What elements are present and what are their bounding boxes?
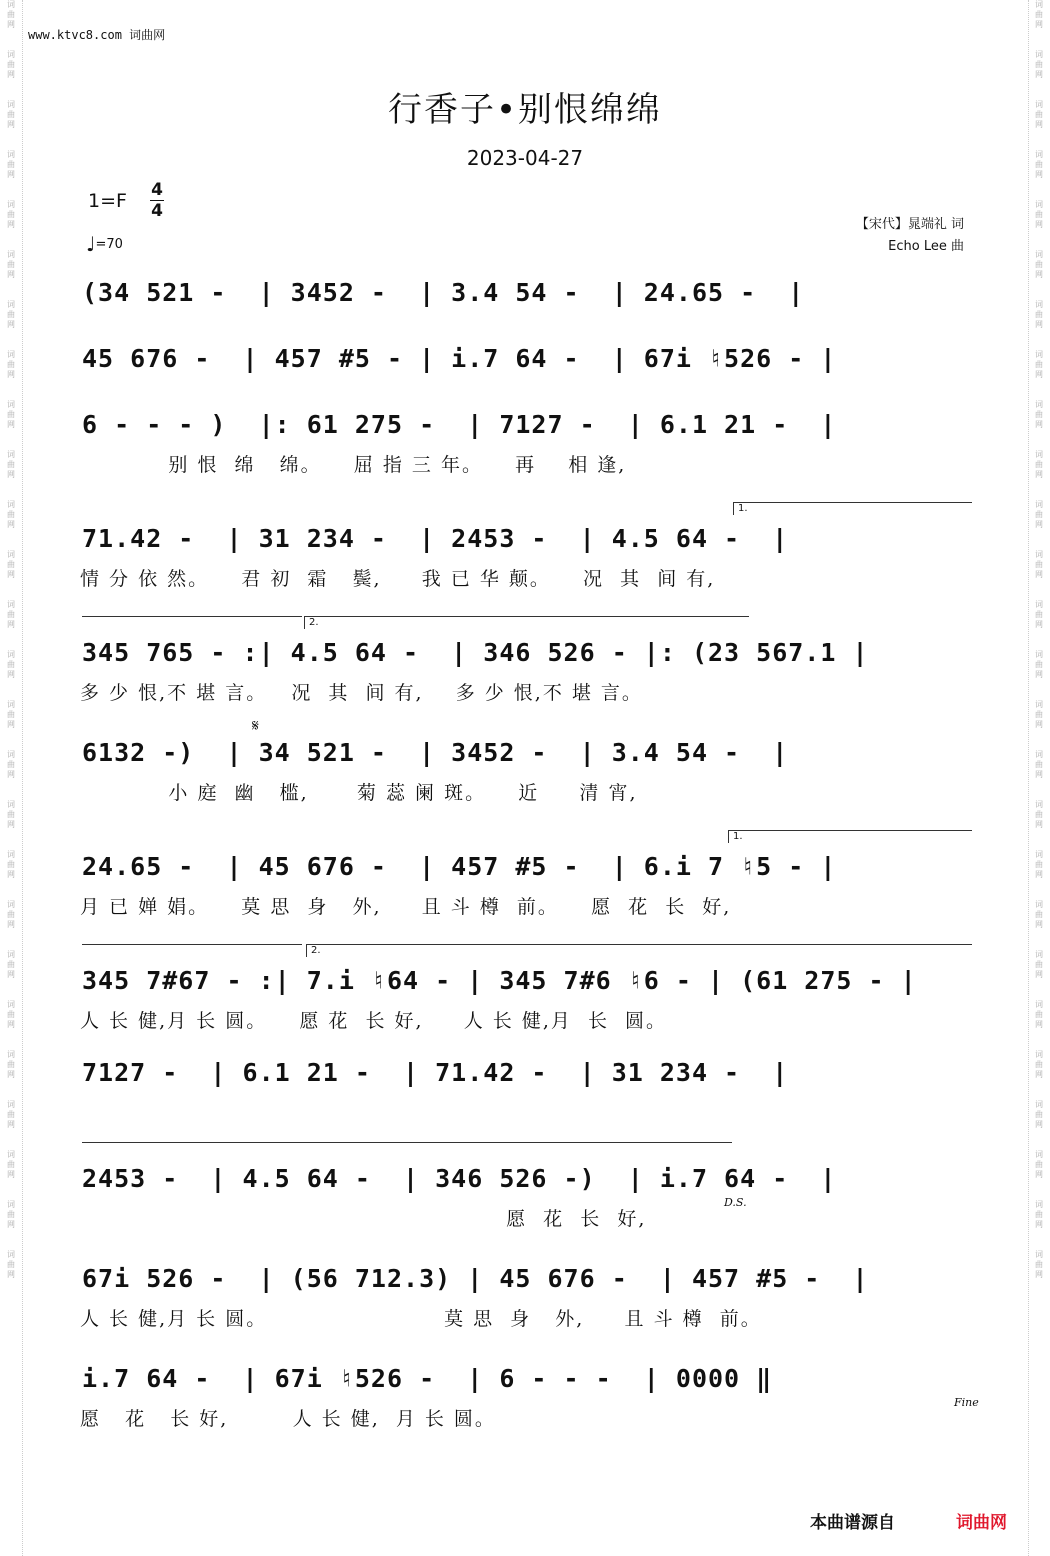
song-date: 2023-04-27 [466,146,584,170]
segno-sign: 𝄋 [252,716,259,735]
score-line-lyrics: 小 庭 幽 槛, 菊 蕊 阑 斑。 近 清 宵, [80,782,638,804]
time-signature-bottom: 4 [151,201,163,221]
score-line-lyrics: 月 已 婵 娟。 莫 思 身 外, 且 斗 樽 前。 愿 花 长 好, [80,896,732,918]
lyricist-credit: 【宋代】晁端礼 词 [855,217,964,232]
fine-marking: Fine [954,1396,979,1409]
score-line-notes: 6132 -) | 34 521 - | 3452 - | 3.4 54 - | [82,738,789,767]
song-title: 行香子•别恨绵绵 [387,90,663,130]
tempo-marking [86,232,123,256]
score-line-notes: 45 676 - | 457 #5 - | i.7 64 - | 67i ♮526 - | [82,344,837,373]
score-line-lyrics: 别 恨 绵 绵。 屈 指 三 年。 再 相 逢, [80,454,627,476]
left-guide-line [22,0,23,1556]
volta-bracket-2: 2. [304,616,749,629]
score-line-notes: (34 521 - | 3452 - | 3.4 54 - | 24.65 - | [82,278,805,307]
score-line-notes: 71.42 - | 31 234 - | 2453 - | 4.5 64 - | [82,524,789,553]
footer-brand-link[interactable]: 词曲网 [956,1513,1007,1533]
score-line-lyrics: 人 长 健,月 长 圆。 莫 思 身 外, 且 斗 樽 前。 [80,1308,762,1330]
volta-bracket-1: 1. [728,830,972,843]
volta-bracket-2: 2. [306,944,972,957]
score-line-lyrics: 多 少 恨,不 堪 言。 况 其 间 有, 多 少 恨,不 堪 言。 [80,682,643,704]
quarter-note-icon: ♩ [86,232,96,256]
score-line-lyrics: 人 长 健,月 长 圆。 愿 花 长 好, 人 长 健,月 长 圆。 [80,1010,668,1032]
composer-credit: Echo Lee 曲 [888,239,964,254]
time-signature-top: 4 [151,180,163,200]
ds-marking: D.S. [724,1196,747,1209]
score-line-lyrics: 情 分 依 然。 君 初 霜 鬓, 我 已 华 颠。 况 其 间 有, [80,568,716,590]
right-edge-watermark [1028,0,1050,1556]
volta-extension-line [82,944,302,945]
edge-watermark-text: 词 曲 网 词 曲 网 词 曲 网 词 曲 网 词 曲 网 词 曲 网 词 曲 网 词 曲 网 词 曲 网 词 曲 网 词 曲 网 词 曲 网 词 曲 网 词 曲 网 词 曲 网 词 曲 网 词 曲 网 词 曲 网 词 曲 网 词 曲 网 词 曲 网 词 曲 网 词 曲 网 词 曲 网 词 曲 网 词 曲 网 [7,0,15,1279]
score-line-notes: i.7 64 - | 67i ♮526 - | 6 - - - | 0000 ‖ [82,1364,773,1393]
score-line-notes: 2453 - | 4.5 64 - | 346 526 -) | i.7 64 - | [82,1164,837,1193]
volta-bracket-1: 1. [733,502,972,515]
score-line-notes: 24.65 - | 45 676 - | 457 #5 - | 6.i 7 ♮5 - | [82,852,837,881]
score-line-notes: 345 7#67 - :| 7.i ♮64 - | 345 7#6 ♮6 - | (61 275 - | [82,966,917,995]
left-edge-watermark [0,0,22,1556]
tempo-value: =70 [95,237,123,252]
site-url[interactable]: www.ktvc8.com 词曲网 [28,28,166,42]
bracket-line [82,1142,732,1143]
score-line-notes: 67i 526 - | (56 712.3) | 45 676 - | 457 #5 - | [82,1264,869,1293]
footer-source-text: 本曲谱源自 [810,1513,895,1533]
score-line-lyrics: 愿 花 长 好, 人 长 健, 月 长 圆。 [80,1408,496,1430]
score-line-notes: 345 765 - :| 4.5 64 - | 346 526 - |: (23 567.1 | [82,638,869,667]
score-line-lyrics: 愿 花 长 好, [80,1208,647,1230]
key-signature: 1=F [88,190,127,212]
score-line-notes: 7127 - | 6.1 21 - | 71.42 - | 31 234 - | [82,1058,789,1087]
edge-watermark-text: 词 曲 网 词 曲 网 词 曲 网 词 曲 网 词 曲 网 词 曲 网 词 曲 网 词 曲 网 词 曲 网 词 曲 网 词 曲 网 词 曲 网 词 曲 网 词 曲 网 词 曲 网 词 曲 网 词 曲 网 词 曲 网 词 曲 网 词 曲 网 词 曲 网 词 曲 网 词 曲 网 词 曲 网 词 曲 网 词 曲 网 [1035,0,1043,1279]
score-line-notes: 6 - - - ) |: 61 275 - | 7127 - | 6.1 21 - | [82,410,837,439]
volta-extension-line [82,616,302,617]
right-guide-line [1028,0,1029,1556]
credits [856,214,964,258]
time-signature [148,180,166,221]
